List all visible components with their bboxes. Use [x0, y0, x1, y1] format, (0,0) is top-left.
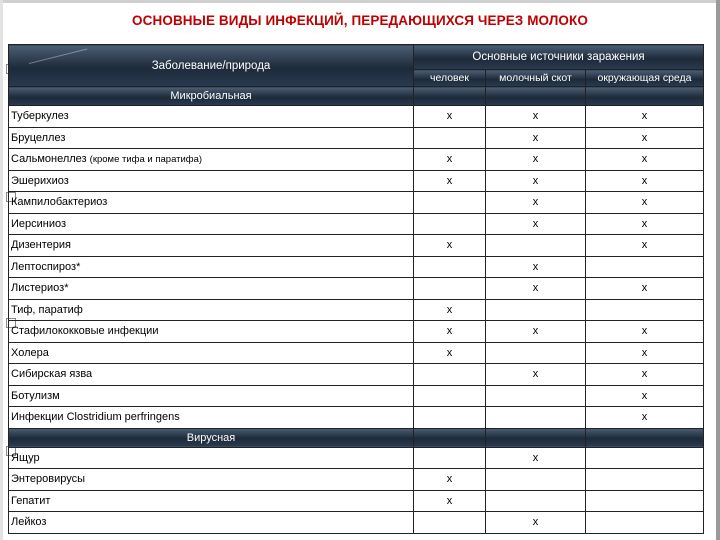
- table-row: [9, 321, 704, 343]
- table-row: [9, 447, 704, 469]
- disease-cell: [9, 106, 414, 128]
- disease-name: Лептоспироз*: [11, 260, 81, 273]
- table-row: [9, 213, 704, 235]
- section-header-cell: [486, 87, 586, 106]
- cattle-source-cell: x: [486, 127, 586, 149]
- table-row: [9, 364, 704, 386]
- disease-name: Инфекции Clostridium perfringens: [11, 411, 180, 424]
- environment-source-cell: x: [586, 127, 704, 149]
- disease-name: Сальмонеллез: [11, 153, 87, 166]
- human-source-cell: x: [414, 299, 486, 321]
- disease-cell: [9, 490, 414, 512]
- cattle-source-cell: x: [486, 321, 586, 343]
- section-header-label: Вирусная: [9, 428, 414, 447]
- human-source-cell: [414, 213, 486, 235]
- environment-source-cell: x: [586, 192, 704, 214]
- human-source-cell: [414, 127, 486, 149]
- human-source-cell: [414, 278, 486, 300]
- environment-source-cell: x: [586, 407, 704, 429]
- disease-name: Ботулизм: [11, 389, 60, 402]
- disease-cell: [9, 512, 414, 534]
- cattle-source-cell: x: [486, 170, 586, 192]
- slide-left-border: [0, 0, 3, 540]
- human-source-cell: x: [414, 170, 486, 192]
- header-decoration: [29, 48, 87, 63]
- cattle-source-cell: [486, 469, 586, 491]
- cattle-source-cell: [486, 407, 586, 429]
- environment-source-cell: x: [586, 385, 704, 407]
- human-source-cell: [414, 512, 486, 534]
- table-row: [9, 235, 704, 257]
- environment-source-cell: [586, 490, 704, 512]
- disease-name: Эшерихиоз: [11, 174, 69, 187]
- disease-note: (кроме тифа и паратифа): [89, 154, 203, 166]
- human-source-cell: [414, 407, 486, 429]
- environment-column-header: окружающая среда: [586, 70, 704, 87]
- disease-name: Бруцеллез: [11, 131, 66, 144]
- table-row: [9, 299, 704, 321]
- environment-source-cell: x: [586, 170, 704, 192]
- disease-name: Ящур: [11, 451, 40, 464]
- disease-cell: [9, 149, 414, 171]
- human-column-header: человек: [414, 70, 486, 87]
- table-row: [9, 342, 704, 364]
- human-source-cell: x: [414, 106, 486, 128]
- table-row: [9, 278, 704, 300]
- environment-source-cell: x: [586, 342, 704, 364]
- slide-right-border: [716, 0, 720, 540]
- cattle-source-cell: [486, 490, 586, 512]
- environment-source-cell: x: [586, 106, 704, 128]
- section-header-cell: [414, 87, 486, 106]
- human-source-cell: x: [414, 321, 486, 343]
- environment-source-cell: x: [586, 235, 704, 257]
- disease-cell: [9, 321, 414, 343]
- table-row: [9, 512, 704, 534]
- human-source-cell: x: [414, 469, 486, 491]
- slide-top-border: [0, 0, 720, 3]
- cattle-source-cell: x: [486, 192, 586, 214]
- cattle-source-cell: [486, 385, 586, 407]
- table-row: [9, 170, 704, 192]
- environment-source-cell: x: [586, 213, 704, 235]
- disease-cell: [9, 235, 414, 257]
- disease-cell: [9, 192, 414, 214]
- disease-name: Листериоз*: [11, 282, 69, 295]
- disease-cell: [9, 278, 414, 300]
- disease-cell: [9, 407, 414, 429]
- disease-cell: [9, 469, 414, 491]
- disease-cell: [9, 342, 414, 364]
- human-source-cell: [414, 447, 486, 469]
- human-source-cell: [414, 192, 486, 214]
- environment-source-cell: x: [586, 149, 704, 171]
- disease-name: Лейкоз: [11, 516, 47, 529]
- table-row: [9, 469, 704, 491]
- disease-name: Энтеровирусы: [11, 473, 86, 486]
- cattle-source-cell: [486, 299, 586, 321]
- environment-source-cell: x: [586, 321, 704, 343]
- human-source-cell: [414, 364, 486, 386]
- disease-name: Стафилококковые инфекции: [11, 325, 159, 338]
- header-row: [9, 45, 704, 70]
- disease-cell: [9, 256, 414, 278]
- table-row: [9, 127, 704, 149]
- disease-cell: [9, 447, 414, 469]
- sources-group-label: Основные источники заражения: [472, 51, 645, 63]
- environment-source-cell: x: [586, 278, 704, 300]
- disease-name: Тиф, паратиф: [11, 303, 83, 316]
- environment-source-cell: [586, 299, 704, 321]
- cattle-source-cell: x: [486, 364, 586, 386]
- disease-cell: [9, 213, 414, 235]
- disease-name: Туберкулез: [11, 110, 69, 123]
- section-header-cell: [586, 87, 704, 106]
- cattle-source-cell: [486, 342, 586, 364]
- section-header-cell: [486, 428, 586, 447]
- section-header-cell: [414, 428, 486, 447]
- environment-source-cell: x: [586, 364, 704, 386]
- section-row: [9, 87, 704, 106]
- disease-name: Сибирская язва: [11, 368, 93, 381]
- human-source-cell: x: [414, 342, 486, 364]
- disease-column-label: Заболевание/природа: [151, 59, 271, 72]
- table-row: [9, 149, 704, 171]
- cattle-source-cell: x: [486, 149, 586, 171]
- cattle-source-cell: x: [486, 278, 586, 300]
- table-row: [9, 385, 704, 407]
- cattle-source-cell: x: [486, 213, 586, 235]
- environment-source-cell: [586, 447, 704, 469]
- human-source-cell: x: [414, 490, 486, 512]
- disease-name: Иерсиниоз: [11, 217, 67, 230]
- disease-cell: [9, 170, 414, 192]
- human-source-cell: [414, 385, 486, 407]
- cattle-source-cell: [486, 235, 586, 257]
- section-row: [9, 428, 704, 447]
- environment-source-cell: [586, 512, 704, 534]
- cattle-source-cell: x: [486, 512, 586, 534]
- sources-group-header: [414, 45, 704, 70]
- table-row: [9, 106, 704, 128]
- table-row: [9, 192, 704, 214]
- cattle-column-header: молочный скот: [486, 70, 586, 87]
- human-source-cell: [414, 256, 486, 278]
- slide-title: ОСНОВНЫЕ ВИДЫ ИНФЕКЦИЙ, ПЕРЕДАЮЩИХСЯ ЧЕРЕЗ МОЛОКО: [132, 13, 588, 28]
- section-header-label: Микробиальная: [9, 87, 414, 106]
- infections-table: [8, 44, 704, 534]
- environment-source-cell: [586, 469, 704, 491]
- section-header-cell: [586, 428, 704, 447]
- table-row: [9, 407, 704, 429]
- cattle-source-cell: x: [486, 256, 586, 278]
- disease-name: Дизентерия: [11, 239, 71, 252]
- cattle-source-cell: x: [486, 447, 586, 469]
- table-row: [9, 490, 704, 512]
- disease-cell: [9, 127, 414, 149]
- human-source-cell: x: [414, 149, 486, 171]
- disease-name: Кампилобактериоз: [11, 196, 108, 209]
- disease-cell: [9, 299, 414, 321]
- disease-cell: [9, 385, 414, 407]
- environment-source-cell: [586, 256, 704, 278]
- disease-cell: [9, 364, 414, 386]
- disease-name: Холера: [11, 346, 49, 359]
- human-source-cell: x: [414, 235, 486, 257]
- disease-name: Гепатит: [11, 494, 51, 507]
- table-row: [9, 256, 704, 278]
- cattle-source-cell: x: [486, 106, 586, 128]
- disease-column-header: [9, 45, 414, 87]
